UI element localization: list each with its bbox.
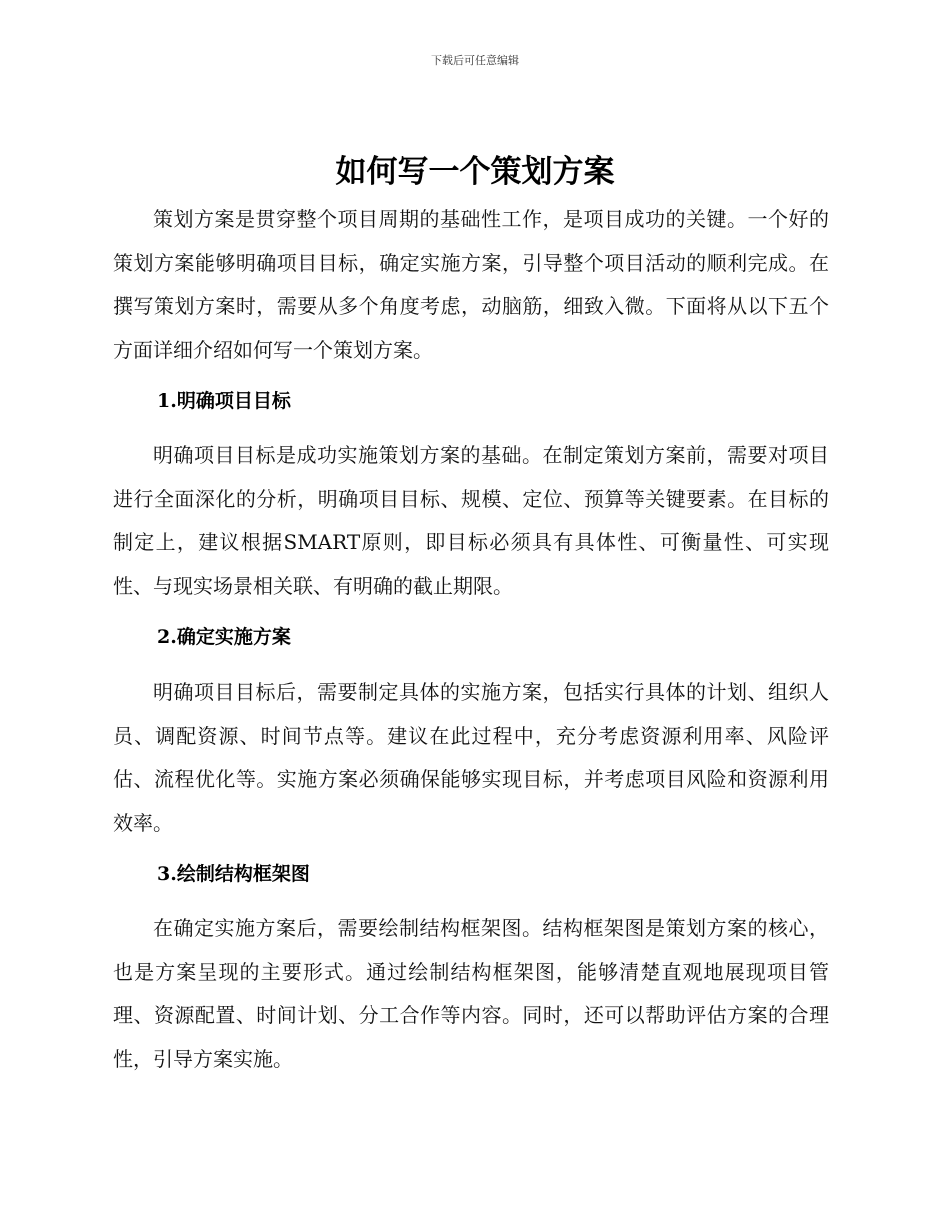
section-paragraph: 明确项目目标是成功实施策划方案的基础。在制定策划方案前，需要对项目进行全面深化的分析，明确项目目标、规模、定位、预算等关键要素。在目标的制定上，建议根据SMART原则，即目标必须具有具体性、可衡量性、可实现性、与现实场景相关联、有明确的截止期限。 bbox=[113, 443, 829, 598]
intro-block bbox=[113, 198, 829, 372]
section-1 bbox=[113, 386, 829, 416]
section-3-body bbox=[113, 907, 829, 1081]
section-paragraph: 明确项目目标后，需要制定具体的实施方案，包括实行具体的计划、组织人员、调配资源、时间节点等。建议在此过程中，充分考虑资源利用率、风险评估、流程优化等。实施方案必须确保能够实现目标，并考虑项目风险和资源利用效率。 bbox=[113, 680, 829, 835]
section-heading: 2.确定实施方案 bbox=[157, 626, 291, 648]
intro-paragraph: 策划方案是贯穿整个项目周期的基础性工作，是项目成功的关键。一个好的策划方案能够明确项目目标，确定实施方案，引导整个项目活动的顺利完成。在撰写策划方案时，需要从多个角度考虑，动脑筋，细致入微。下面将从以下五个方面详细介绍如何写一个策划方案。 bbox=[113, 207, 829, 362]
section-heading: 1.明确项目目标 bbox=[157, 390, 291, 412]
document-title: 如何写一个策划方案 bbox=[335, 154, 615, 190]
section-3 bbox=[113, 859, 829, 889]
section-2 bbox=[113, 622, 829, 652]
header-note: 下载后可任意编辑 bbox=[431, 54, 519, 67]
section-paragraph: 在确定实施方案后，需要绘制结构框架图。结构框架图是策划方案的核心，也是方案呈现的主要形式。通过绘制结构框架图，能够清楚直观地展现项目管理、资源配置、时间计划、分工合作等内容。同时，还可以帮助评估方案的合理性，引导方案实施。 bbox=[113, 916, 829, 1071]
section-2-body bbox=[113, 671, 829, 845]
section-heading: 3.绘制结构框架图 bbox=[157, 863, 310, 885]
section-1-body bbox=[113, 434, 829, 608]
